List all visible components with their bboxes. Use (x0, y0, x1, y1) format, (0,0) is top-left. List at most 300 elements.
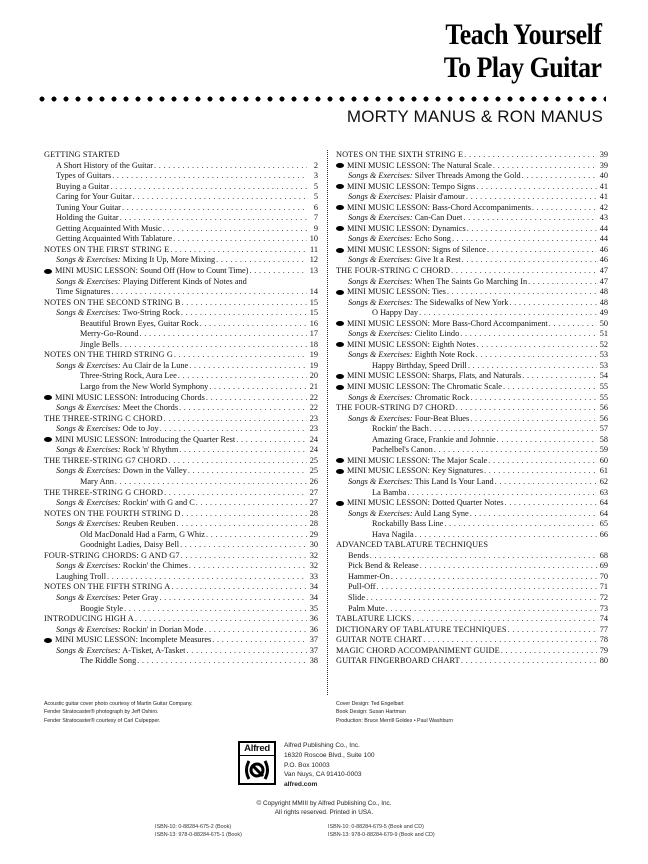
toc-entry-title (56, 255, 215, 266)
toc-entry-title (336, 203, 531, 214)
dot-leader (528, 277, 597, 288)
toc-lesson-entry (336, 319, 608, 330)
toc-entry-title (372, 435, 496, 446)
toc-entry-prefix: Songs & Exercises: (348, 476, 413, 486)
toc-entry-title (336, 150, 463, 161)
toc-entry-title (80, 477, 114, 488)
toc-entry-text: Buying a Guitar (56, 181, 110, 191)
toc-entry (336, 192, 608, 203)
dot-leader (501, 646, 597, 657)
dot-leader (463, 213, 597, 224)
toc-entry-text: ADVANCED TABLATURE TECHNIQUES (336, 540, 489, 550)
page-number: 78 (599, 635, 608, 645)
toc-entry-title (372, 308, 418, 319)
toc-entry-prefix: MINI MUSIC LESSON: (347, 318, 430, 328)
toc-section-heading (336, 656, 608, 667)
dot-leader (509, 298, 597, 309)
toc-section-heading (44, 614, 318, 625)
page-number: 66 (599, 529, 608, 539)
toc-entry-text: Happy Birthday, Speed Drill (372, 360, 467, 370)
authors: MORTY MANUS & RON MANUS (346, 107, 603, 126)
toc-entry (336, 414, 608, 425)
dot-leader (249, 266, 307, 277)
toc-entry-text: Give It a Rest (414, 255, 461, 265)
page-number: 61 (599, 466, 608, 476)
toc-entry-title (336, 456, 487, 467)
toc-entry-text: Merry-Go-Round (80, 329, 139, 339)
toc-entry-text: Bends (348, 550, 369, 560)
isbn-book (155, 823, 242, 839)
toc-entry-title (56, 213, 119, 224)
page-number: 54 (599, 371, 608, 381)
page-number: 56 (599, 403, 608, 413)
copyright-line: © Copyright MMIII by Alfred Publishing Co., Inc. (256, 800, 392, 807)
toc-entry-prefix: Songs & Exercises: (348, 171, 413, 181)
toc-entry-text: Peter Gray (122, 592, 159, 602)
toc-entry-title (348, 213, 462, 224)
bullet-icon (336, 290, 344, 295)
page-number: 16 (309, 318, 318, 328)
page-number: 40 (599, 171, 608, 181)
bullet-icon (44, 395, 52, 400)
toc-entry-title (80, 540, 179, 551)
dot-leader (200, 319, 307, 330)
toc-entry-text: Rockabilly Bass Line (372, 519, 444, 529)
page-number: 25 (309, 455, 318, 465)
toc-entry (336, 530, 608, 541)
toc-entry-text: This Land Is Your Land (414, 476, 494, 486)
toc-entry-title (348, 350, 475, 361)
toc-entry-text: THE FOUR-STRING C CHORD (336, 266, 451, 276)
toc-entry (44, 424, 318, 435)
toc-section-heading (44, 150, 318, 161)
dot-leader (505, 498, 598, 509)
page-number: 34 (309, 592, 318, 602)
isbn-line: ISBN-10: 0-88284-675-2 (Book) (155, 824, 232, 830)
page-number: 52 (599, 339, 608, 349)
toc-entry-prefix: MINI MUSIC LESSON: (347, 202, 430, 212)
toc-entry-text: A-Tisket, A-Tasket (122, 645, 186, 655)
toc-entry (336, 277, 608, 288)
toc-section-heading (336, 635, 608, 646)
page-number: 19 (309, 350, 318, 360)
dot-leader (140, 329, 307, 340)
book-title (444, 18, 602, 84)
toc-entry-text: THE THREE-STRING G7 CHORD (44, 455, 168, 465)
toc-entry-prefix: Songs & Exercises: (348, 192, 413, 202)
page-number: 62 (599, 476, 608, 486)
rights-line: All rights reserved. Printed in USA. (274, 808, 374, 816)
toc-entry-title (336, 224, 466, 235)
page-number: 20 (309, 371, 318, 381)
bullet-icon (336, 458, 344, 463)
dot-leader (460, 329, 597, 340)
toc-section-heading (336, 266, 608, 277)
dot-leader (186, 646, 307, 657)
toc-entry-title (56, 403, 178, 414)
page-number: 10 (309, 234, 318, 244)
page-number: 15 (309, 297, 318, 307)
dot-leader (181, 551, 307, 562)
toc-entry-title (44, 582, 170, 593)
toc-section-heading (336, 540, 608, 551)
toc-lesson-entry (44, 266, 318, 277)
toc-entry-text: Rockin' in Dorian Mode (122, 624, 204, 634)
toc-entry-text: Incomplete Measures (140, 635, 212, 645)
toc-entry-text: More Bass-Chord Accompaniment (432, 318, 548, 328)
page-number: 64 (599, 508, 608, 518)
alfred-music-mark-icon (240, 756, 274, 783)
dot-leader (423, 635, 597, 646)
toc-entry-prefix: Songs & Exercises: (56, 519, 121, 529)
design-credits (336, 700, 453, 725)
toc-lesson-entry (336, 224, 608, 235)
toc-entry (44, 477, 318, 488)
toc-entry-text: Plaisir d'amour (414, 192, 465, 202)
toc-entry-title (44, 456, 167, 467)
toc-entry-title (56, 234, 172, 245)
bullet-icon (336, 184, 344, 189)
toc-lesson-entry (44, 435, 318, 446)
toc-entry (44, 277, 318, 288)
page-number: 3 (313, 171, 318, 181)
dot-leader (386, 604, 597, 615)
toc-entry-prefix: Songs & Exercises: (348, 508, 413, 518)
toc-entry-title (44, 266, 248, 277)
toc-entry-text: Two-String Rock (122, 308, 180, 318)
toc-entry-text: Auld Lang Syne (414, 508, 469, 518)
page-number: 26 (309, 476, 318, 486)
dot-leader (173, 234, 307, 245)
toc-section-heading (44, 488, 318, 499)
dot-leader (120, 340, 307, 351)
dot-leader (430, 424, 597, 435)
toc-entry-prefix: MINI MUSIC LESSON: (55, 434, 138, 444)
page-number: 63 (599, 487, 608, 497)
toc-section-heading (44, 456, 318, 467)
toc-entry-title (44, 614, 134, 625)
toc-entry-text: Laughing Troll (56, 571, 107, 581)
toc-lesson-entry (336, 466, 608, 477)
dot-leader (160, 424, 307, 435)
toc-entry-title (336, 466, 483, 477)
toc-entry-text: Ties (431, 287, 446, 297)
toc-entry-title (336, 371, 521, 382)
toc-entry-title (336, 625, 507, 636)
toc-entry-title (348, 561, 419, 572)
toc-entry (336, 593, 608, 604)
dot-leader (522, 371, 597, 382)
dot-leader (366, 593, 597, 604)
bullet-icon (336, 205, 344, 210)
toc-entry-title (44, 245, 169, 256)
page-number: 35 (309, 603, 318, 613)
bullet-icon (44, 638, 52, 643)
toc-entry-prefix: Songs & Exercises: (56, 276, 121, 286)
dot-leader (549, 319, 597, 330)
toc-entry-prefix: Songs & Exercises: (56, 308, 121, 318)
toc-entry-text: Getting Acquainted With Music (56, 223, 162, 233)
dot-leader (163, 224, 307, 235)
toc-entry (336, 298, 608, 309)
publisher-line: P.O. Box 10003 (284, 761, 330, 769)
dot-leader (377, 582, 597, 593)
toc-entry (44, 540, 318, 551)
toc-entry-title (336, 287, 446, 298)
toc-entry (336, 171, 608, 182)
toc-entry (44, 656, 318, 667)
toc-entry-title (348, 393, 469, 404)
toc-entry-title (348, 255, 461, 266)
credit-line: Fender Stratocaster® photograph by Jeff Oshiro. (44, 709, 159, 716)
toc-entry-prefix: Songs & Exercises: (56, 561, 121, 571)
dot-leader (434, 445, 597, 456)
photo-credits (44, 700, 193, 725)
toc-entry-text: GUITAR FINGERBOARD CHART (336, 656, 460, 666)
toc-lesson-entry (44, 393, 318, 404)
dot-leader (171, 582, 307, 593)
toc-entry-title (348, 551, 369, 562)
alfred-logo (238, 741, 276, 785)
page-number: 72 (599, 592, 608, 602)
toc-entry-title (56, 361, 188, 372)
dot-leader (412, 614, 597, 625)
dot-leader (497, 435, 597, 446)
toc-section-heading (44, 551, 318, 562)
dot-leader (110, 182, 307, 193)
toc-entry-title (348, 414, 469, 425)
toc-entry-title (56, 224, 162, 235)
toc-entry-prefix: Songs & Exercises: (348, 213, 413, 223)
dot-leader (470, 414, 597, 425)
toc-entry-text: NOTES ON THE FIFTH STRING A (44, 582, 171, 592)
toc-entry-title (56, 466, 187, 477)
toc-entry-title (44, 393, 205, 404)
page-number: 36 (309, 624, 318, 634)
toc-entry-title (348, 171, 521, 182)
toc-entry-text: Mixing It Up, More Mixing (122, 255, 216, 265)
toc-entry-title (348, 582, 376, 593)
credit-line: Fender Stratocaster® courtesy of Carl Culpepper. (44, 717, 161, 724)
toc-entry-text: Hava Nagila (372, 529, 414, 539)
dot-leader (181, 308, 307, 319)
publisher-line: Van Nuys, CA 91410-0003 (284, 771, 362, 779)
toc-entry (44, 192, 318, 203)
toc-entry-prefix: Songs & Exercises: (348, 329, 413, 339)
toc-entry-prefix: MINI MUSIC LESSON: (347, 160, 430, 170)
dot-leader (182, 298, 307, 309)
page-number: 47 (599, 276, 608, 286)
page-number: 37 (309, 645, 318, 655)
toc-entry-text: Goodnight Ladies, Daisy Bell (80, 540, 180, 550)
toc-entry-text: Silver Threads Among the Gold (414, 171, 521, 181)
toc-lesson-entry (44, 635, 318, 646)
toc-entry-title (44, 551, 180, 562)
toc-entry-title (348, 572, 390, 583)
page-number: 77 (599, 624, 608, 634)
dot-leader (124, 604, 307, 615)
toc-lesson-entry (336, 498, 608, 509)
toc-section-heading (44, 414, 318, 425)
toc-entry (44, 182, 318, 193)
toc-entry (336, 393, 608, 404)
toc-lesson-entry (336, 161, 608, 172)
bullet-icon (336, 469, 344, 474)
toc-entry-title (80, 656, 136, 667)
toc-entry (336, 329, 608, 340)
toc-entry-title (44, 635, 211, 646)
toc-entry-text: Beautiful Brown Eyes, Guitar Rock (80, 318, 199, 328)
toc-entry-title (336, 614, 411, 625)
dot-leader (461, 656, 597, 667)
toc-entry-text: Rockin' with G and C (122, 498, 195, 508)
dot-leader (164, 488, 307, 499)
toc-entry-text: Introducing the Quarter Rest (140, 434, 236, 444)
toc-section-heading (44, 350, 318, 361)
toc-entry-title (80, 319, 199, 330)
book-title-line-2: To Play Guitar (444, 51, 602, 84)
toc-entry (44, 224, 318, 235)
toc-entry-prefix: Songs & Exercises: (56, 403, 121, 413)
toc-entry-text: Old MacDonald Had a Farm, G Whiz (80, 529, 205, 539)
page-number: 24 (309, 445, 318, 455)
toc-entry (44, 561, 318, 572)
toc-entry (336, 572, 608, 583)
toc-entry-title (56, 192, 132, 203)
toc-section-heading (336, 403, 608, 414)
toc-entry-prefix: Songs & Exercises: (56, 466, 121, 476)
toc-entry-text: Four-Beat Blues (414, 413, 470, 423)
toc-section-heading (336, 625, 608, 636)
toc-entry-text: THE FOUR-STRING D7 CHORD (336, 403, 455, 413)
bullet-icon (336, 321, 344, 326)
dot-leader (236, 435, 307, 446)
page-number: 22 (309, 403, 318, 413)
toc-entry (336, 604, 608, 615)
dot-leader (470, 393, 597, 404)
toc-entry-title (56, 277, 247, 288)
bullet-icon (336, 342, 344, 347)
toc-entry-text: MAGIC CHORD ACCOMPANIMENT GUIDE (336, 645, 500, 655)
page-number: 56 (599, 413, 608, 423)
toc-entry-title (56, 593, 158, 604)
toc-entry-text: Jingle Bells (80, 339, 119, 349)
dot-leader (177, 519, 307, 530)
toc-entry-prefix: Songs & Exercises: (348, 255, 413, 265)
toc-entry-prefix: MINI MUSIC LESSON: (347, 181, 430, 191)
toc-entry-title (372, 424, 429, 435)
toc-entry-prefix: MINI MUSIC LESSON: (347, 339, 430, 349)
toc-entry-title (336, 319, 548, 330)
toc-entry-prefix: Songs & Exercises: (56, 424, 121, 434)
dot-leader (488, 456, 597, 467)
toc-entry-prefix: MINI MUSIC LESSON: (347, 466, 430, 476)
dot-leader (522, 171, 597, 182)
toc-entry-text: Pull-Off (348, 582, 376, 592)
dot-leader (456, 403, 597, 414)
toc-entry-prefix: MINI MUSIC LESSON: (55, 635, 138, 645)
logo-wordmark: Alfred (240, 743, 274, 756)
toc-entry (44, 213, 318, 224)
bullet-icon (336, 163, 344, 168)
toc-entry-text: Types of Guitars (56, 171, 112, 181)
toc-entry-text: NOTES ON THE FIRST STRING E (44, 244, 170, 254)
toc-entry-prefix: Songs & Exercises: (348, 297, 413, 307)
page-number: 69 (599, 561, 608, 571)
toc-entry-title (372, 361, 467, 372)
toc-entry-title (56, 646, 185, 657)
page-number: 55 (599, 382, 608, 392)
toc-entry-text: Pachelbel's Canon (372, 445, 433, 455)
toc-entry (44, 340, 318, 351)
toc-entry-text: Pick Bend & Release (348, 561, 419, 571)
dot-leader (133, 192, 307, 203)
toc-entry-title (348, 298, 508, 309)
page-number: 74 (599, 614, 608, 624)
toc-entry-text: Eighth Note Rock (414, 350, 475, 360)
isbn-line: ISBN-10: 0-88284-679-5 (Book and CD) (328, 824, 424, 830)
dot-leader (196, 498, 307, 509)
dot-leader (204, 625, 307, 636)
toc-entry-title (56, 171, 111, 182)
toc-entry-prefix: Songs & Exercises: (348, 350, 413, 360)
toc-entry (336, 213, 608, 224)
toc-entry-title (336, 161, 492, 172)
toc-entry-text: Amazing Grace, Frankie and Johnnie (372, 434, 496, 444)
toc-entry (44, 498, 318, 509)
toc-entry-title (56, 625, 203, 636)
dot-leader (189, 361, 307, 372)
page-number: 44 (599, 234, 608, 244)
dot-leader (159, 593, 307, 604)
toc-entry-title (336, 340, 476, 351)
page-number: 41 (599, 192, 608, 202)
toc-entry-text: The Chromatic Scale (431, 382, 502, 392)
toc-entry (44, 530, 318, 541)
page-number: 27 (309, 498, 318, 508)
toc-entry-text: NOTES ON THE SECOND STRING B (44, 297, 181, 307)
copyright-notice (0, 800, 648, 818)
toc-lesson-entry (336, 340, 608, 351)
dot-leader (415, 530, 597, 541)
page-number: 29 (309, 529, 318, 539)
toc-entry (44, 445, 318, 456)
toc-entry-title (80, 530, 205, 541)
toc-entry-title (56, 561, 188, 572)
toc-entry-text: The Natural Scale (431, 160, 492, 170)
dot-leader (487, 245, 597, 256)
dot-leader (477, 340, 597, 351)
toc-entry-text: Ode to Joy (122, 424, 159, 434)
toc-entry (44, 371, 318, 382)
isbn-book-cd (328, 823, 435, 839)
page-number: 73 (599, 603, 608, 613)
page-number: 79 (599, 645, 608, 655)
dot-leader (452, 234, 597, 245)
isbn-line: ISBN-13: 978-0-88284-675-1 (Book) (155, 832, 242, 838)
toc-entry (44, 382, 318, 393)
toc-entry-text: The Major Scale (431, 455, 488, 465)
toc-entry (44, 625, 318, 636)
page-number: 55 (599, 392, 608, 402)
toc-column-right (336, 150, 608, 667)
page-number: 23 (309, 413, 318, 423)
dot-leader (206, 393, 307, 404)
dot-leader (137, 656, 307, 667)
page-number: 5 (313, 192, 318, 202)
dot-leader (407, 488, 597, 499)
page-number: 2 (313, 160, 318, 170)
